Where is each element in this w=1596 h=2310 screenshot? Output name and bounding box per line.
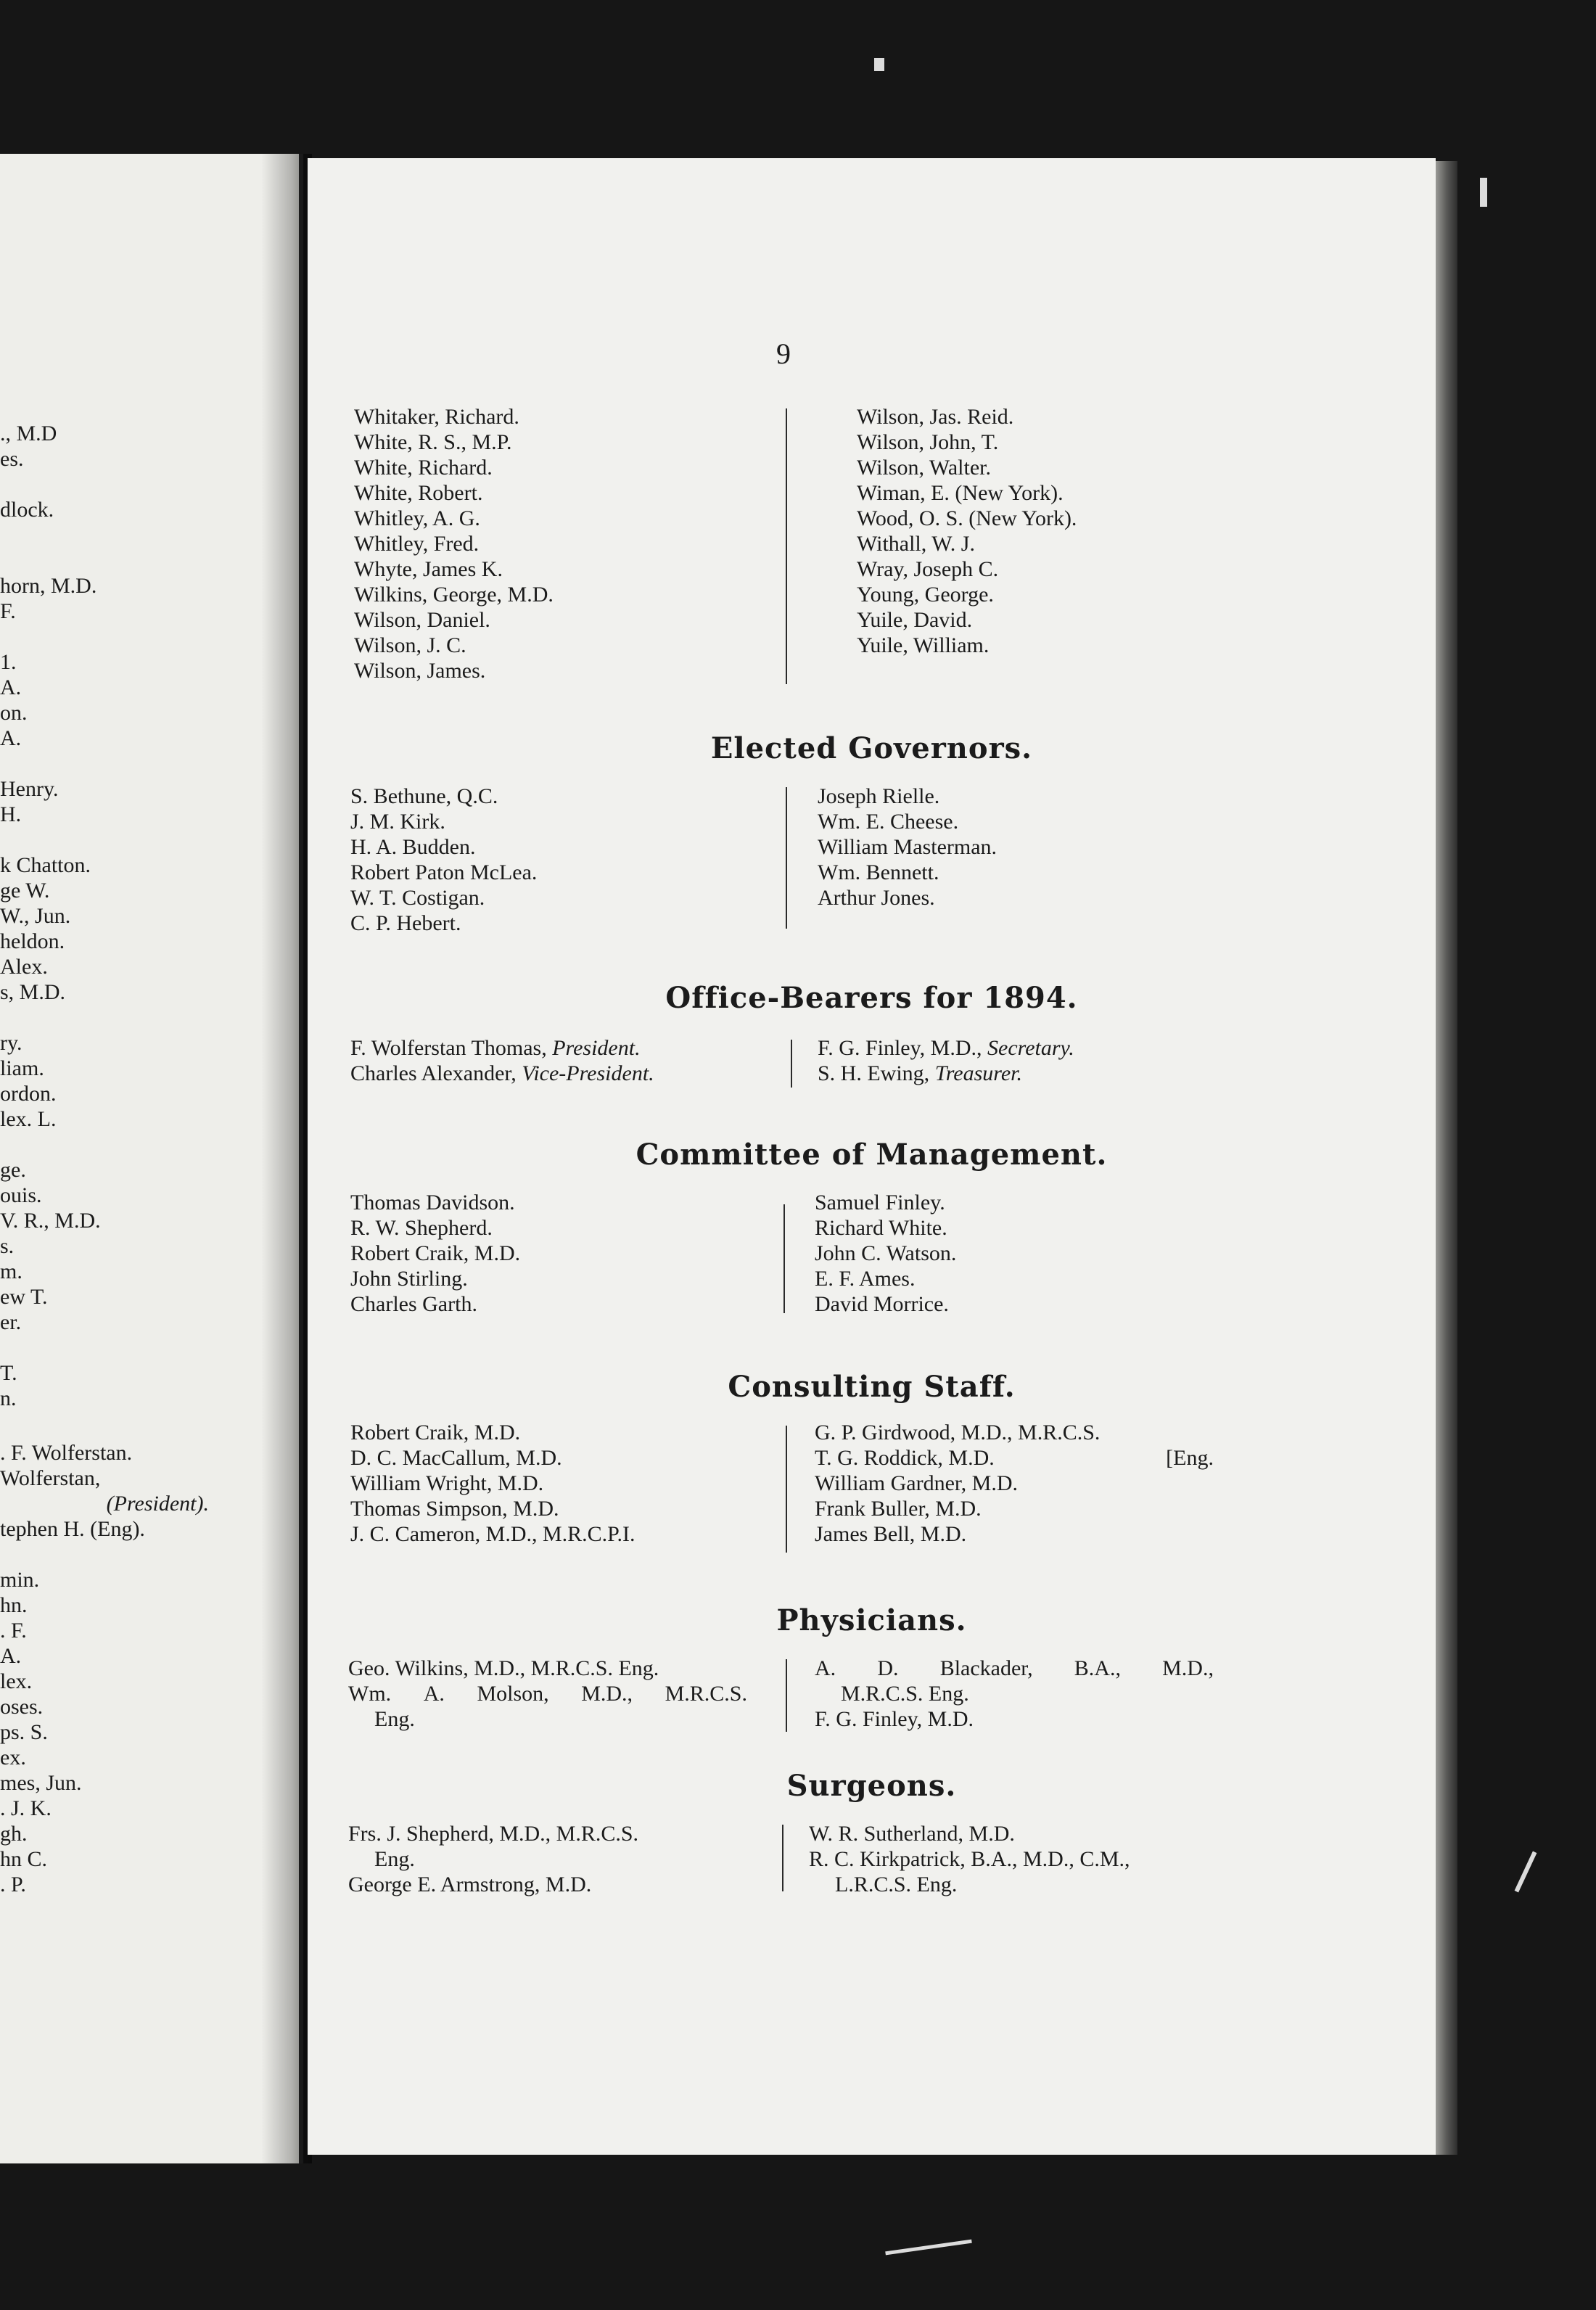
committee-entry: R. W. Shepherd. [350, 1216, 493, 1240]
elected-governors-heading: Elected Governors. [710, 731, 1033, 765]
office-bearer-entry: S. H. Ewing, Treasurer. [818, 1061, 1022, 1085]
book-gutter [261, 154, 312, 2163]
consulting-staff-entry: James Bell, M.D. [815, 1522, 967, 1546]
column-divider [786, 1426, 787, 1553]
governor-entry: H. A. Budden. [350, 835, 476, 859]
column-divider [782, 1825, 783, 1891]
committee-entry: John C. Watson. [815, 1241, 957, 1265]
left-page-fragment: ., M.D es. dlock. horn, M.D. F. 1. A. on. A. Henry. H. k Chatton. ge W. W., Jun. heldon. Alex. s, M.D. ry. liam. ordon. lex. L. ge. ouis. V. R., M.D. s. m. ew T. er. T. n. [0, 422, 101, 1410]
member-entry: Wood, O. S. (New York). [857, 506, 1077, 530]
physicians-left [348, 1656, 747, 1732]
member-entry: Wilkins, George, M.D. [354, 583, 554, 607]
scan-speck [1480, 178, 1487, 207]
member-entry: Wilson, Jas. Reid. [857, 405, 1014, 429]
committee-entry: Thomas Davidson. [350, 1191, 515, 1214]
members-list-left [354, 404, 554, 683]
committee-entry: E. F. Ames. [815, 1267, 916, 1291]
member-entry: Wilson, James. [354, 659, 486, 683]
governor-entry: Arthur Jones. [818, 886, 935, 910]
governor-entry: William Masterman. [818, 835, 998, 859]
scan-speck [874, 58, 884, 71]
governor-entry: Wm. Bennett. [818, 860, 939, 884]
member-entry: Wiman, E. (New York). [857, 481, 1064, 505]
surgeon-entry-continued: L.R.C.S. Eng. [835, 1873, 958, 1896]
consulting-staff-heading: Consulting Staff. [728, 1370, 1016, 1404]
office-bearers-right [818, 1035, 1074, 1086]
committee-heading: Committee of Management. [635, 1138, 1108, 1172]
page-number: 9 [776, 337, 791, 370]
member-entry: White, Robert. [354, 481, 483, 505]
surgeon-entry: George E. Armstrong, M.D. [348, 1873, 592, 1896]
consulting-staff-entry: J. C. Cameron, M.D., M.R.C.P.I. [350, 1522, 635, 1546]
physician-entry: A. D. Blackader, B.A., M.D., [815, 1656, 1214, 1680]
surgeons-right [809, 1821, 1215, 1897]
surgeon-entry: Frs. J. Shepherd, M.D., M.R.C.S. [348, 1822, 639, 1846]
governor-entry: C. P. Hebert. [350, 911, 461, 935]
committee-entry: Robert Craik, M.D. [350, 1241, 521, 1265]
member-entry: White, Richard. [354, 456, 493, 480]
member-entry: Whitley, A. G. [354, 506, 480, 530]
committee-entry: John Stirling. [350, 1267, 468, 1291]
consulting-staff-entry: Robert Craik, M.D. [350, 1421, 521, 1444]
governor-entry: W. T. Costigan. [350, 886, 485, 910]
column-divider [791, 1040, 792, 1088]
left-facing-page [0, 154, 303, 2163]
member-entry: Whitley, Fred. [354, 532, 480, 556]
surgeons-left [348, 1821, 747, 1897]
page-edge [1436, 161, 1457, 2155]
member-entry: Wilson, J. C. [354, 633, 466, 657]
committee-entry: David Morrice. [815, 1292, 949, 1316]
member-entry: Whitaker, Richard. [354, 405, 519, 429]
column-divider [783, 1204, 785, 1313]
governor-entry: J. M. Kirk. [350, 810, 445, 834]
consulting-staff-entry: G. P. Girdwood, M.D., M.R.C.S. [815, 1421, 1101, 1444]
member-entry: Wray, Joseph C. [857, 557, 999, 581]
office-bearer-entry: F. Wolferstan Thomas, President. [350, 1036, 641, 1060]
physician-entry: Geo. Wilkins, M.D., M.R.C.S. Eng. [348, 1656, 659, 1680]
consulting-staff-entry: D. C. MacCallum, M.D. [350, 1446, 562, 1470]
left-page-fragment: . F. Wolferstan. Wolferstan, [0, 1441, 133, 1490]
consulting-staff-entry: T. G. Roddick, M.D. [Eng. [815, 1446, 1214, 1470]
left-page-fragment: (President). [106, 1492, 209, 1516]
consulting-staff-entry: William Wright, M.D. [350, 1471, 544, 1495]
committee-entry: Charles Garth. [350, 1292, 477, 1316]
surgeon-entry: W. R. Sutherland, M.D. [809, 1822, 1015, 1846]
member-entry: Whyte, James K. [354, 557, 503, 581]
physician-entry: F. G. Finley, M.D. [815, 1707, 974, 1731]
physician-entry-continued: Eng. [374, 1707, 415, 1731]
committee-entry: Samuel Finley. [815, 1191, 945, 1214]
member-entry: Withall, W. J. [857, 532, 975, 556]
consulting-staff-left [350, 1420, 635, 1547]
governor-entry: Robert Paton McLea. [350, 860, 538, 884]
elected-governors-right [818, 784, 997, 911]
surgeons-heading: Surgeons. [786, 1769, 957, 1803]
left-page-fragment: tephen H. (Eng). min. hn. . F. A. lex. oses. ps. S. ex. mes, Jun. . J. K. gh. hn C. . P. [0, 1517, 145, 1896]
column-divider [786, 408, 787, 684]
governor-entry: S. Bethune, Q.C. [350, 784, 498, 808]
member-entry: Wilson, Walter. [857, 456, 991, 480]
physicians-heading: Physicians. [776, 1603, 967, 1637]
office-bearer-entry: F. G. Finley, M.D., Secretary. [818, 1036, 1074, 1060]
member-entry: Young, George. [857, 583, 994, 607]
governor-entry: Wm. E. Cheese. [818, 810, 959, 834]
consulting-staff-entry: Thomas Simpson, M.D. [350, 1497, 559, 1521]
column-divider [786, 1659, 787, 1732]
members-list-right [857, 404, 1077, 658]
office-bearers-heading: Office-Bearers for 1894. [665, 981, 1078, 1015]
physician-entry-continued: M.R.C.S. Eng. [841, 1682, 969, 1706]
committee-entry: Richard White. [815, 1216, 947, 1240]
member-entry: Wilson, John, T. [857, 430, 999, 454]
consulting-staff-entry: Frank Buller, M.D. [815, 1497, 982, 1521]
scan-speck [885, 2240, 972, 2256]
governor-entry: Joseph Rielle. [818, 784, 940, 808]
physician-entry: Wm. A. Molson, M.D., M.R.C.S. [348, 1682, 747, 1706]
surgeon-entry-continued: Eng. [374, 1847, 415, 1871]
office-bearers-left [350, 1035, 654, 1086]
member-entry: Yuile, William. [857, 633, 990, 657]
member-entry: White, R. S., M.P. [354, 430, 512, 454]
committee-left [350, 1190, 520, 1317]
office-bearer-entry: Charles Alexander, Vice-President. [350, 1061, 654, 1085]
surgeon-entry: R. C. Kirkpatrick, B.A., M.D., C.M., [809, 1847, 1130, 1871]
member-entry: Wilson, Daniel. [354, 608, 490, 632]
physicians-right [815, 1656, 1214, 1732]
column-divider [786, 787, 787, 929]
scan-speck [1515, 1851, 1537, 1893]
elected-governors-left [350, 784, 537, 936]
consulting-staff-entry: William Gardner, M.D. [815, 1471, 1019, 1495]
member-entry: Yuile, David. [857, 608, 973, 632]
committee-right [815, 1190, 956, 1317]
consulting-staff-right [815, 1420, 1214, 1546]
